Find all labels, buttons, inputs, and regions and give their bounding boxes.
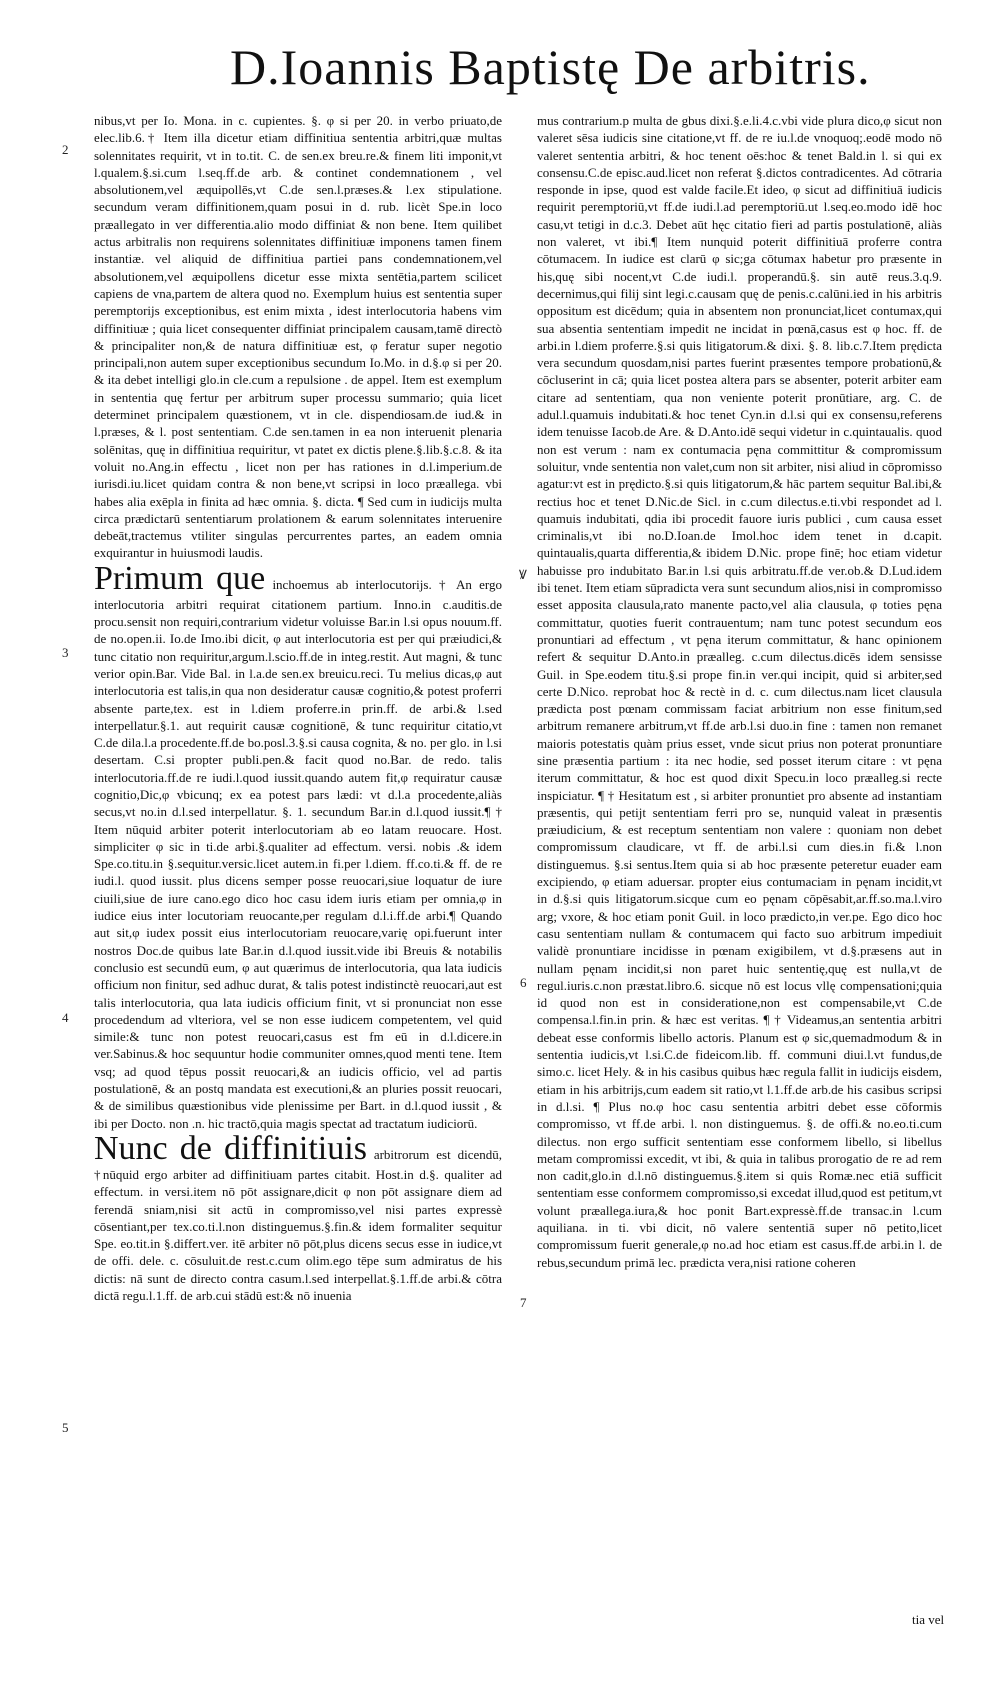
margin-number-3: 3 <box>62 645 69 660</box>
running-header: D.Ioannis Baptistę De arbitris. <box>230 39 871 95</box>
section-heading-primum: Primum que <box>94 559 266 597</box>
margin-mark: Ꝟ <box>519 567 527 582</box>
margin-number-5: 5 <box>62 1420 69 1435</box>
left-paragraph-3: arbitrorum est dicendū, †nūquid ergo arbiter ad diffinitiuam partes citabit. Host.in d.§. qualiter ad effectum. in versi.item nō pōt assignare,dicit φ non pōt assignare diem ad ferendā sniam,nisi sit actū in compromisso,vel nisi partes expressè cōsentiant,per tex.co.ti.l.non distinguemus.§.fin.& idem formaliter sequitur Spe. eo.tit.in §.differt.ver. itē arbiter nō pōt,plus dicens secus esse in iudice,vt de offi. dele. c. cōsuluit.de rest.c.cum olim.ego tēpe sum admiratus de his dictis: nā sunt de directo contra casum.l.sed interpellat.§.1.ff.de arbi.& cōtra dictā regu.l.1.ff. de arb.cui stādū est:& nō inuenia <box>94 1146 502 1303</box>
margin-number-4: 4 <box>62 1010 69 1025</box>
margin-number-6: 6 <box>520 975 527 990</box>
section-heading-nunc: Nunc de diffinitiuis <box>94 1129 367 1167</box>
right-paragraph-1: mus contrarium.p multa de gbus dixi.§.e.li.4.c.vbi vide plura dico,φ sicut non valeret sēsa iudicis sine citatione,vt ff. de re iu.l.de vnoquoq;.eodē modo nō valeret sententia arbitri, & hoc tenent oēs:hoc & tenet Bald.in l. si qui ex consensu.C.de episc.aud.licet non referat §.dictos contradicentes. Ad cōtraria responde in ipse, quod est valde facile.Et ideo, φ sicut ad diffinitiuā iudicis requirit peremptoriū,vt ff.de iudi.l.ad peremptoriū.ut l.seq.eo.modo idē hoc casu,vt tetigi in d.c.3. Debet aūt hęc citatio fieri ad partis postulationē, aliàs non valeret, vt ibi.¶ Item nunquid poterit diffinitiuā proferre contra cōtumacem. In iudice est clarū φ sic;ga cōtumax habetur pro præsente in his,quę sibi nocent,vt C.de iudi.l. properandū.§. sin autē reus.3.q.9. decernimus,qui filij sint legi.c.causam quę de penis.c.calūni.ied in his arbitris oppositum est dicēdum; quia in absentem non pronunciat,licet contumax,qui sua absentia sententiam impedit ne incidat in pœnā,casus est φ hoc. ff. de arbi.in l.diem proferre.§.si quis litigatorum.& dixi. §. 8. lib.c.7.Item prędicta vera secundum quosdam,nisi partes fuerint præsentes tempore probationū,& cōcluserint in cā; quia licet postea altera pars se absenter, poterit arbiter eam citare ad sententiam, qua non veniente poterit pronūtiare, arg. C. de adul.l.quamuis indubitati.& hoc tenet Cyn.in d.l.si qui ex consensu,referens idem tenuisse Iacob.de Are. & D.Anto.idē sequi videtur in c.quintaualis. quod non est verum : nam ex contumacia pęna committitur & compromissum soluitur, vnde sententia non valet,cum non sit arbiter, nisi aliud in cōpromisso agatur:vt est in prędicto.§.si quis litigatorum,& hāc partem sequitur Bal.ibi,& rectius hoc et tenet D.Nic.de Sicl. in c.cum dilectus.e.ti.vbi respondet ad l. quamuis indubitati, qdia ibi procedit fauore iuris publici , cum causa esset criminalis,vt ibi no.D.Ioan.de Imol.hoc idem tenet in d.capit. quintaualis,quarta differentia,& ibidem D.Nic. prope finē; hoc etiam videtur habuisse pro indubitato Bar.in l.si quis arbitratu.ff.de ver.ob.& D.Lud.idem ibi tenet. Item etiam sūpradicta vera sunt secundum alios,nisi in compromisso esset apposita clausula,rato manente pacto,vel alia clausula, φ toties pęna committatur, quoties fuerit contrauentum; nam tunc potest secundum eos pronuntiari ad effectum , vt pęna iterum committatur, & hanc opinionem refert & sequitur D.Anto.in præalleg. c.cum dilectus.dicēs idem sensisse Guil. in Spe.eodem titu.§.si prope fin.in ver.qui incipit, quid si arbiter,sed certe D.Nico. reprobat hoc & rectè in d. c. cum dilectus.nam licet clausula prædicta post pœnam commissam faciat arbitrium non esse finitum,sed arbitrum remanere arbitrum,vt ff.de arb.l.si duo.in fine : tamen non remanet maioris potestatis quàm prius esset, vnde sicut prius non poterat pronuntiare sine præsentia partium : ita nec hodie, sed posset iterum citare : vt pęna iterum committatur, & hoc est quod dixit Specu.in loco præalleg.si recte inspiciatur. ¶ † Hesitatum est , si arbiter pronuntiet pro absente ad instantiam præsentis, qui petijt sententiam ferri pro se, nunquid valeat in præsentis præiudicium, & est receptum sententiam non valere : quoniam non debet compromissum claudicare, vt ff. de arbi.l.si cum dies.in fi.& l.non distinguemus. §.si sentus.Item quia si ab hoc præsente peteretur euader eam excipiendo, φ etiam aduersar. propter eius contumaciam in pęnam incidit,vt in d.§.si quis litigatorum.sicque cum eo pęnam cōpēsabit,ar.ff.so.ma.l.viro arg; vxore, & hoc etiam ponit Guil. in loco prædicto,in ver.pe. Ego dico hoc casu sententiam nullam & contumacem qui facto suo arbitrum impediuit validè pronuntiare incidisse in pœnam exigibilem, vt d.§.præsens aut in nullam pęnam incidit,si non paret huic sententię,quę est nulla,vt de regul.iuris.c.non præstat.libro.6. sicque nō est locus vllę compensationi;quia id quod non est in consideratione,non est compensabile,vt C.de compensa.l.fin.in prin. & hæc est veritas. ¶ † Videamus,an sententia arbitri debeat esse conformis libello actoris. Planum est φ sic,quemadmodum & in sententia iudicis,vt l.si.C.de fideicom.lib. ff. communi diui.l.vt fundus,de simo.c. licet Hely. & in his casibus quibus hæc regula fallit in iudicijs eisdem, etiam in his arbitrijs,cum eadem sit ratio,vt l.1.ff.de arb.de his casibus scripsi in d.l.si. ¶ Plus no.φ hoc casu sententia arbitri debet esse cōformis compromisso, vt ff.de arbi. l. non distinguemus. §. de offi.& no.eo.ti.cum dilectus. non ergo sufficit sententiam esse conformem libello, si libellus metam compromissi excedit, vt ibi, & quia in talibus prorogatio de re ad rem non cadit,glo.in d.l.nō distinguemus.§.item si quis Romæ.nec etiā sufficit sententiam esse conformem compromisso,si excedat illud,quod est petitum,vt volunt præallega.iura,& hoc ponit Bart.expressè.ff.de transac.in l.cum aquiliana. in ti. vbi dicit, nō valere sententiā super nō petito,licet compromissum fuerit generale,φ no.ad hoc etiam est casus.ff.de arbi.in l. de rebus,secundum primā lec. prædicta vera,nisi ratione coheren <box>537 113 942 1270</box>
margin-number-7: 7 <box>520 1295 527 1310</box>
left-paragraph-2: inchoemus ab interlocutorijs. † An ergo interlocutoria arbitri requirat citationem partium. Inno.in c.auditis.de procu.sensit non requiri,contrarium videtur voluisse Bar.in l.si opus nouum.ff. de no.open.ii. Io.de Imo.ibi dicit, φ aut interlocutoria est per qui præiudici,& tunc citatio non requiritur,argum.l.scio.ff.de in integ.restit. Aut magni, & tunc verior opin.Bar. Vide Bal. in l.a.de sen.ex breuicu.reci. Tu melius dicas,φ aut interlocutoria est talis,in qua non desideratur causæ cognitio,& potest proferri absente parte,tex. est in l.diem proferre.in prin.ff. de arbi.& l.sed interpellatur.§.1. aut requirit causæ cognitionē, & tunc requiritur citatio,vt C.de dila.l.a procedente.ff.de bo.posl.3.§.si causa cognita, & no. per glo. in l.si desertam. C.si propter publi.pen.& facit quod no.Bar. de redo. talis interlocutoria.ff.de re iudi.l.quod iussit.quando autem fit,φ requiratur causæ cognitio,Dic,φ vbicunq; ex ea potest pars lædi: vt d.l.a procedente,aliàs secus,vt no.in d.l.sed interpellatur. §. 1. secundum Bar.in d.l.quod iussit.¶ † Item nūquid arbiter poterit interlocutoriam ab eo latam reuocare. Host. simpliciter φ sic in ti.de arbi.§.qualiter ad effectum. versi. nobis .& idem Spe.co.titu.in §.sequitur.versic.licet autem.in fi.per l.diem. ff.co.ti.& ff. de re iudi.l. quod iussit. plus dicens semper posse reuocari,siue loquatur de iure ciuili,siue de iure cano.ego dico hoc casu idem iuris etiam per omnia,φ in iudice eius inter locutoriam reuocante,per regulam d.l.i.ff.de arbi.¶ Quando aut sit,φ iudex possit eius interlocutoriam reuocare,varię opi.fuerunt inter nostros Doc.de quibus late Bar.in d.l.quod iussit.vide ibi Breuis & notabilis conclusio est secundū eum, φ aut quærimus de interlocutoria, qua lata iudicis officium non finitur, sed adhuc durat, & talis potest indistinctè reuocari,aut est talis interlocutoria, qua lata iudicis officium finit, vt si pronunciat non esse procedendum ad vlteriora, vel se non esse iudicem competentem, vel quid simile:& tunc non potest reuocari,casus est fm eū in d.l.dicere.in ver.Sabinus.& hoc sequuntur hodie communiter omnes,quod menti tene. Item vsq; ad quod tēpus possit reuocari,& an iudicis officio, vel ad partis postulationē, & an postq mandata est executioni,& an pluries possit reuocari, & de similibus quæstionibus vide plenissime per Bart. in d.l.quod iussit , & ibi per Docto. non .n. hic tractō,quia magis spectat ad tractatum iudiciorū. <box>94 576 502 1131</box>
right-column <box>537 112 945 1677</box>
catchword: tia vel <box>912 1612 945 1627</box>
left-column <box>94 112 502 1672</box>
left-paragraph-1: nibus,vt per Io. Mona. in c. cupientes. §. φ si per 20. in verbo priuato,de elec.lib.6.† Item illa dicetur etiam diffinitiua sententia arbitri,quæ multas solennitates requirit, vt in to.tit. C. de sen.ex breu.re.& finem liti imponit,vt l.qualem.§.si.cum l.seq.ff.de arb. & continet condemnationem , vel absolutionem,vel æquipollēs,vt C.de sen.l.præses.& l.ex stipulatione. secundum veram diffinitionem,quam posui in d. rub. licèt Spe.in loco præallegato in ver differentia.alio modo diffiniat & non bene. Item quilibet actus arbitralis non requirens solennitates diffinitiuæ imponens tamen finem instantiæ. vel aliquid de diffinitiua partiei pans condemnationem,vel absolutionem,vel æquipollens dicetur esse mixta sentētia,partem scilicet capiens de vna,partem de altera quod no. Exemplum huius est sententia super peremptorijs exceptionibus, est enim mixta , idest interlocutoria habens vim diffinitiuæ ; quia licet consequenter diffiniat principalem causam,tamē directò & principaliter non,& de natura diffinitiuæ est, φ feratur super negotio principali,non autem super exceptionibus secundum Io.Mo. in d.§.φ si per 20. & ita debet intelligi glo.in cle.cum a repulsione . de appel. Item est exemplum in sententia quę fertur per arbitrum super processu summario; quia licet determinet principalem quæstionem, vt in cle. dispendiosam.de iud.& in l.præses, & l. post sententiam. C.de sen.tamen in ea non interuenit plenaria solēnitas, quę in diffinitiua requiritur, vt patet ex dictis plene.§.lib.§.c.8. & ita voluit no.Ang.in effectu , licet non per has rationes in d.l.imperium.de iurisdi.iu.licet quidam contra & non bene,vt scripsi in loco præallega. vbi habes alia exēpla in finita ad hæc omnia. §. dicta. ¶ Sed cum in iudicijs multa circa prædictarū sententiarum prolationem & earum solennitates interuenire debeāt,tractemus vtiliter singulas percurrentes partes, an eadem omnia exquirantur in huiusmodi laudis. <box>94 113 502 561</box>
margin-number-2: 2 <box>62 142 69 157</box>
